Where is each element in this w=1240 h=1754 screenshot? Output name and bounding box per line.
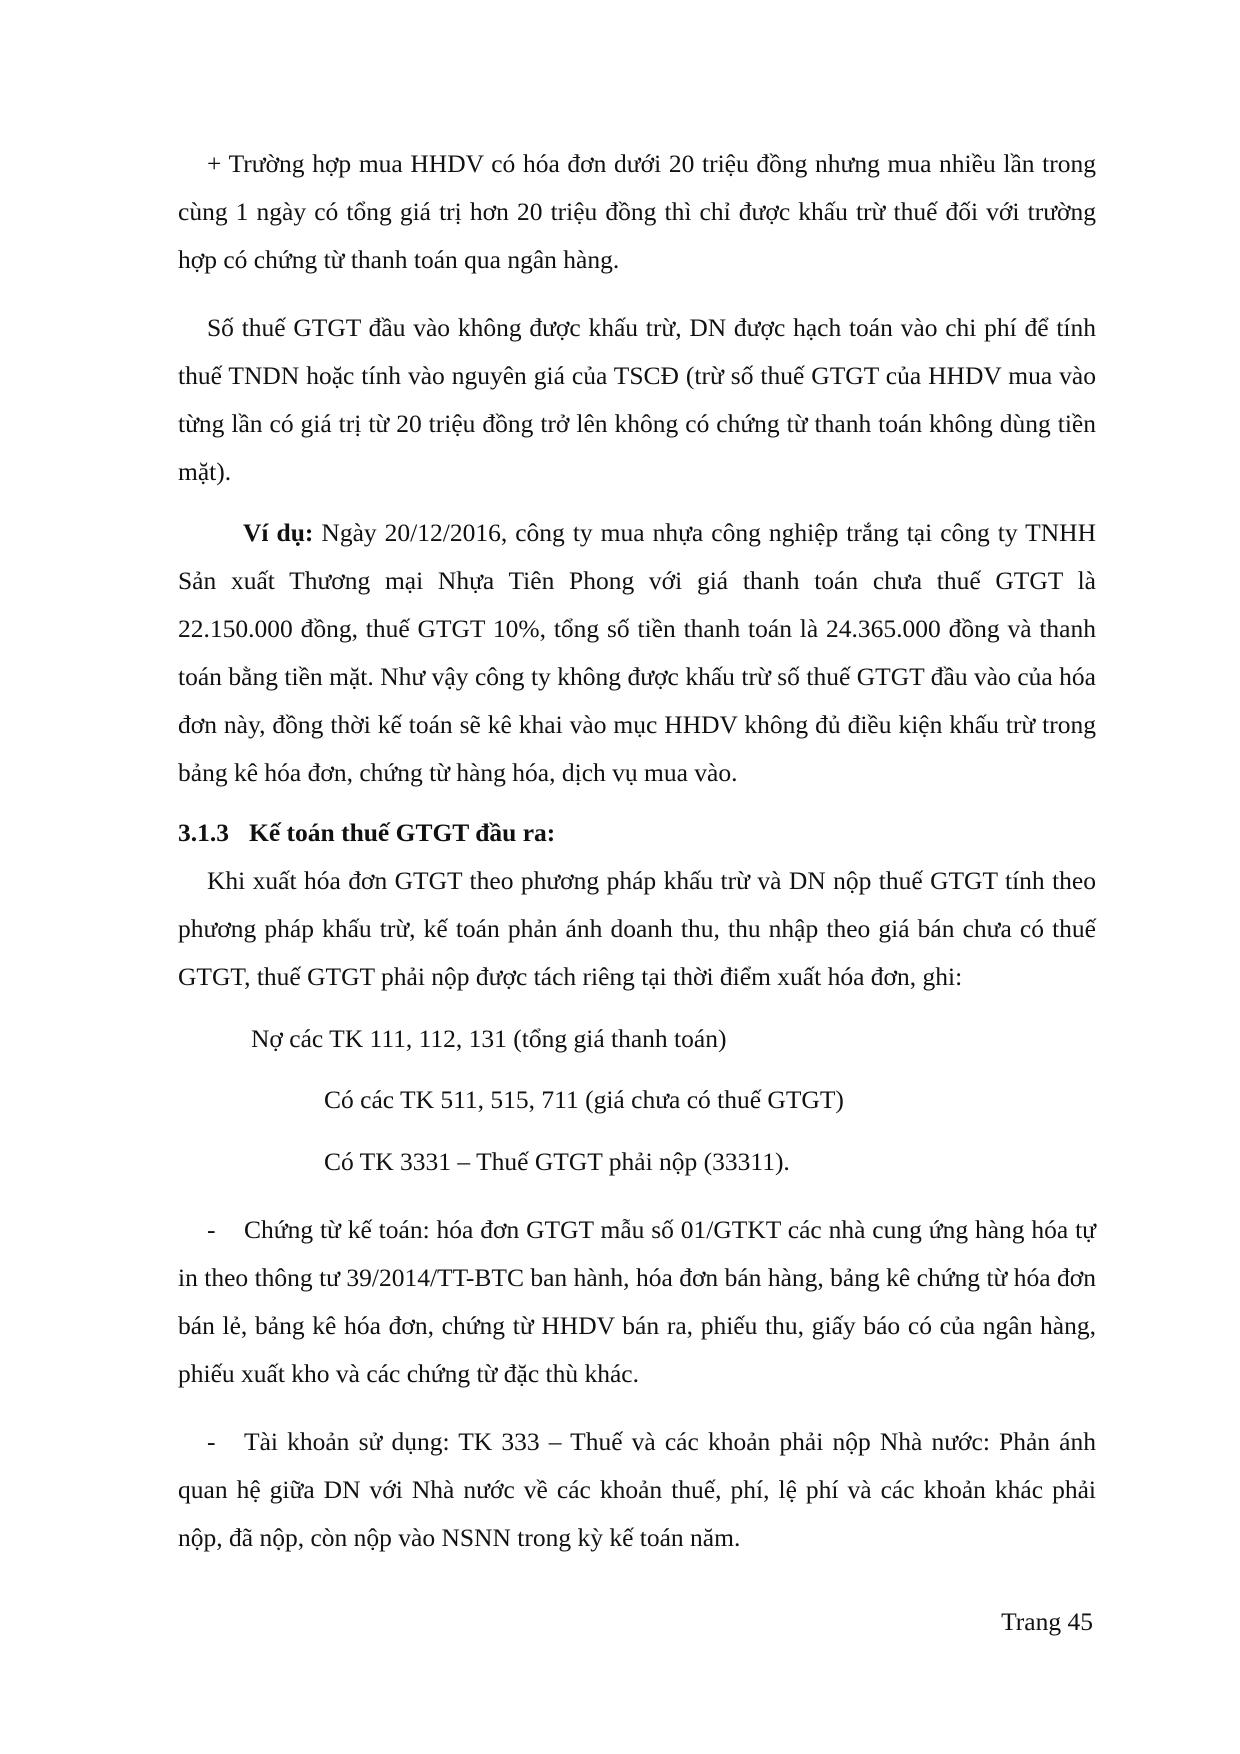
document-body: [178, 140, 1096, 1562]
section-title: Kế toán thuế GTGT đầu ra:: [249, 818, 556, 847]
entry-credit-line-2: Có TK 3331 – Thuế GTGT phải nộp (33311).: [324, 1147, 790, 1176]
example-label: Ví dụ:: [243, 518, 314, 547]
bullet-accounts-used-text: Tài khoản sử dụng: TK 333 – Thuế và các khoản phải nộp Nhà nước: Phản ánh quan hệ giữa DN với Nhà nước về các khoản thuế, phí, lệ phí và các khoản khác phải nộp, đã nộp, còn nộp vào NSNN trong kỳ kế toán năm.: [178, 1427, 1096, 1552]
entry-credit-line-1: Có các TK 511, 515, 711 (giá chưa có thuế GTGT): [324, 1085, 844, 1114]
section-heading: [178, 809, 1096, 857]
paragraph-output-vat: Khi xuất hóa đơn GTGT theo phương pháp khấu trừ và DN nộp thuế GTGT tính theo phương pháp khấu trừ, kế toán phản ánh doanh thu, thu nhập theo giá bán chưa có thuế GTGT, thuế GTGT phải nộp được tách riêng tại thời điểm xuất hóa đơn, ghi:: [178, 866, 1096, 991]
page-number: Trang 45: [1001, 1607, 1093, 1636]
paragraph-example: [178, 509, 1096, 797]
bullet-dash: -: [207, 1215, 216, 1244]
paragraph-deduction-case: + Trường hợp mua HHDV có hóa đơn dưới 20 triệu đồng nhưng mua nhiều lần trong cùng 1 ngày có tổng giá trị hơn 20 triệu đồng thì chỉ được khấu trừ thuế đối với trường hợp có chứng từ thanh toán qua ngân hàng.: [178, 149, 1096, 274]
bullet-accounting-documents-text: Chứng từ kế toán: hóa đơn GTGT mẫu số 01/GTKT các nhà cung ứng hàng hóa tự in theo thông tư 39/2014/TT-BTC ban hành, hóa đơn bán hàng, bảng kê chứng từ hóa đơn bán lẻ, bảng kê hóa đơn, chứng từ HHDV bán ra, phiếu thu, giấy báo có của ngân hàng, phiếu xuất kho và các chứng từ đặc thù khác.: [178, 1215, 1096, 1388]
entry-debit-line: Nợ các TK 111, 112, 131 (tổng giá thanh toán): [251, 1024, 727, 1053]
section-number: 3.1.3: [178, 818, 229, 847]
bullet-accounting-documents: [178, 1206, 1096, 1398]
paragraph-non-deductible-vat: Số thuế GTGT đầu vào không được khấu trừ, DN được hạch toán vào chi phí để tính thuế TNDN hoặc tính vào nguyên giá của TSCĐ (trừ số thuế GTGT của HHDV mua vào từng lần có giá trị từ 20 triệu đồng trở lên không có chứng từ thanh toán không dùng tiền mặt).: [178, 313, 1096, 486]
bullet-dash: -: [207, 1427, 216, 1456]
example-text: Ngày 20/12/2016, công ty mua nhựa công nghiệp trắng tại công ty TNHH Sản xuất Thương mại Nhựa Tiên Phong với giá thanh toán chưa thuế GTGT là 22.150.000 đồng, thuế GTGT 10%, tổng số tiền thanh toán là 24.365.000 đồng và thanh toán bằng tiền mặt. Như vậy công ty không được khấu trừ số thuế GTGT đầu vào của hóa đơn này, đồng thời kế toán sẽ kê khai vào mục HHDV không đủ điều kiện khấu trừ trong bảng kê hóa đơn, chứng từ hàng hóa, dịch vụ mua vào.: [178, 518, 1097, 787]
bullet-accounts-used: [178, 1418, 1096, 1562]
